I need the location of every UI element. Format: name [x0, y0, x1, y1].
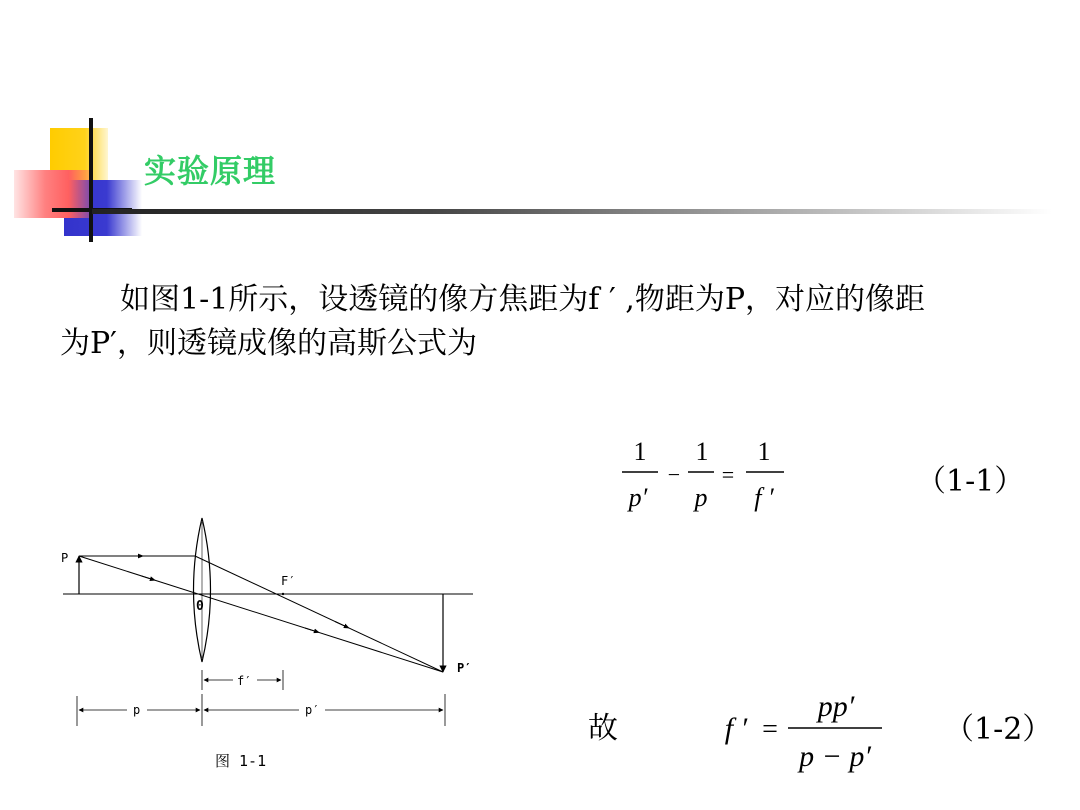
- decor-vertical-bar: [89, 118, 93, 242]
- eq1-numerator-3: 1: [757, 437, 771, 466]
- image-distance-label: p′: [305, 703, 320, 717]
- center-ray-arrow-1: [141, 576, 153, 580]
- intro-line-1: 如图1-1所示，设透镜的像方焦距为f ′ ,物距为P，对应的像距: [120, 282, 926, 317]
- intro-line-2: 为P′，则透镜成像的高斯公式为: [60, 326, 477, 361]
- object-distance-label: p: [133, 703, 141, 717]
- center-ray-arrow-2: [305, 628, 317, 632]
- focal-length-label: f′: [237, 674, 252, 688]
- optical-center-label: 0: [196, 599, 204, 614]
- gauss-formula: [600, 428, 800, 518]
- header-rule: [92, 209, 1052, 214]
- object-label: P: [61, 551, 69, 565]
- eq1-numerator-1: 1: [633, 437, 647, 466]
- eq1-denominator-3: f ′: [754, 483, 774, 512]
- eq1-minus: −: [667, 462, 681, 487]
- eq2-numerator: pp′: [817, 690, 855, 723]
- refracted-ray-arrow: [335, 622, 347, 628]
- focal-length-formula: [700, 680, 900, 780]
- section-title: 实验原理: [144, 152, 277, 190]
- equation-number-2: （1-2）: [944, 712, 1053, 747]
- eq1-equals: =: [721, 462, 735, 487]
- equation-number-1: （1-1）: [916, 464, 1025, 499]
- therefore-label: 故: [588, 711, 618, 746]
- center-ray: [79, 556, 443, 672]
- figure-caption: 图 1-1: [215, 752, 267, 770]
- focus-label: F′: [281, 574, 296, 588]
- eq1-denominator-2: p: [694, 483, 708, 512]
- eq1-numerator-2: 1: [695, 437, 709, 466]
- eq2-lhs: f ′: [724, 712, 748, 745]
- image-label: P′: [457, 661, 472, 675]
- eq2-denominator: p − p′: [799, 740, 871, 773]
- refracted-ray: [195, 556, 443, 672]
- focus-point: [282, 593, 284, 595]
- eq2-equals: =: [762, 714, 778, 745]
- eq1-denominator-1: p′: [628, 483, 648, 512]
- intro-paragraph: [60, 278, 1060, 366]
- lens-ray-diagram: [55, 512, 485, 737]
